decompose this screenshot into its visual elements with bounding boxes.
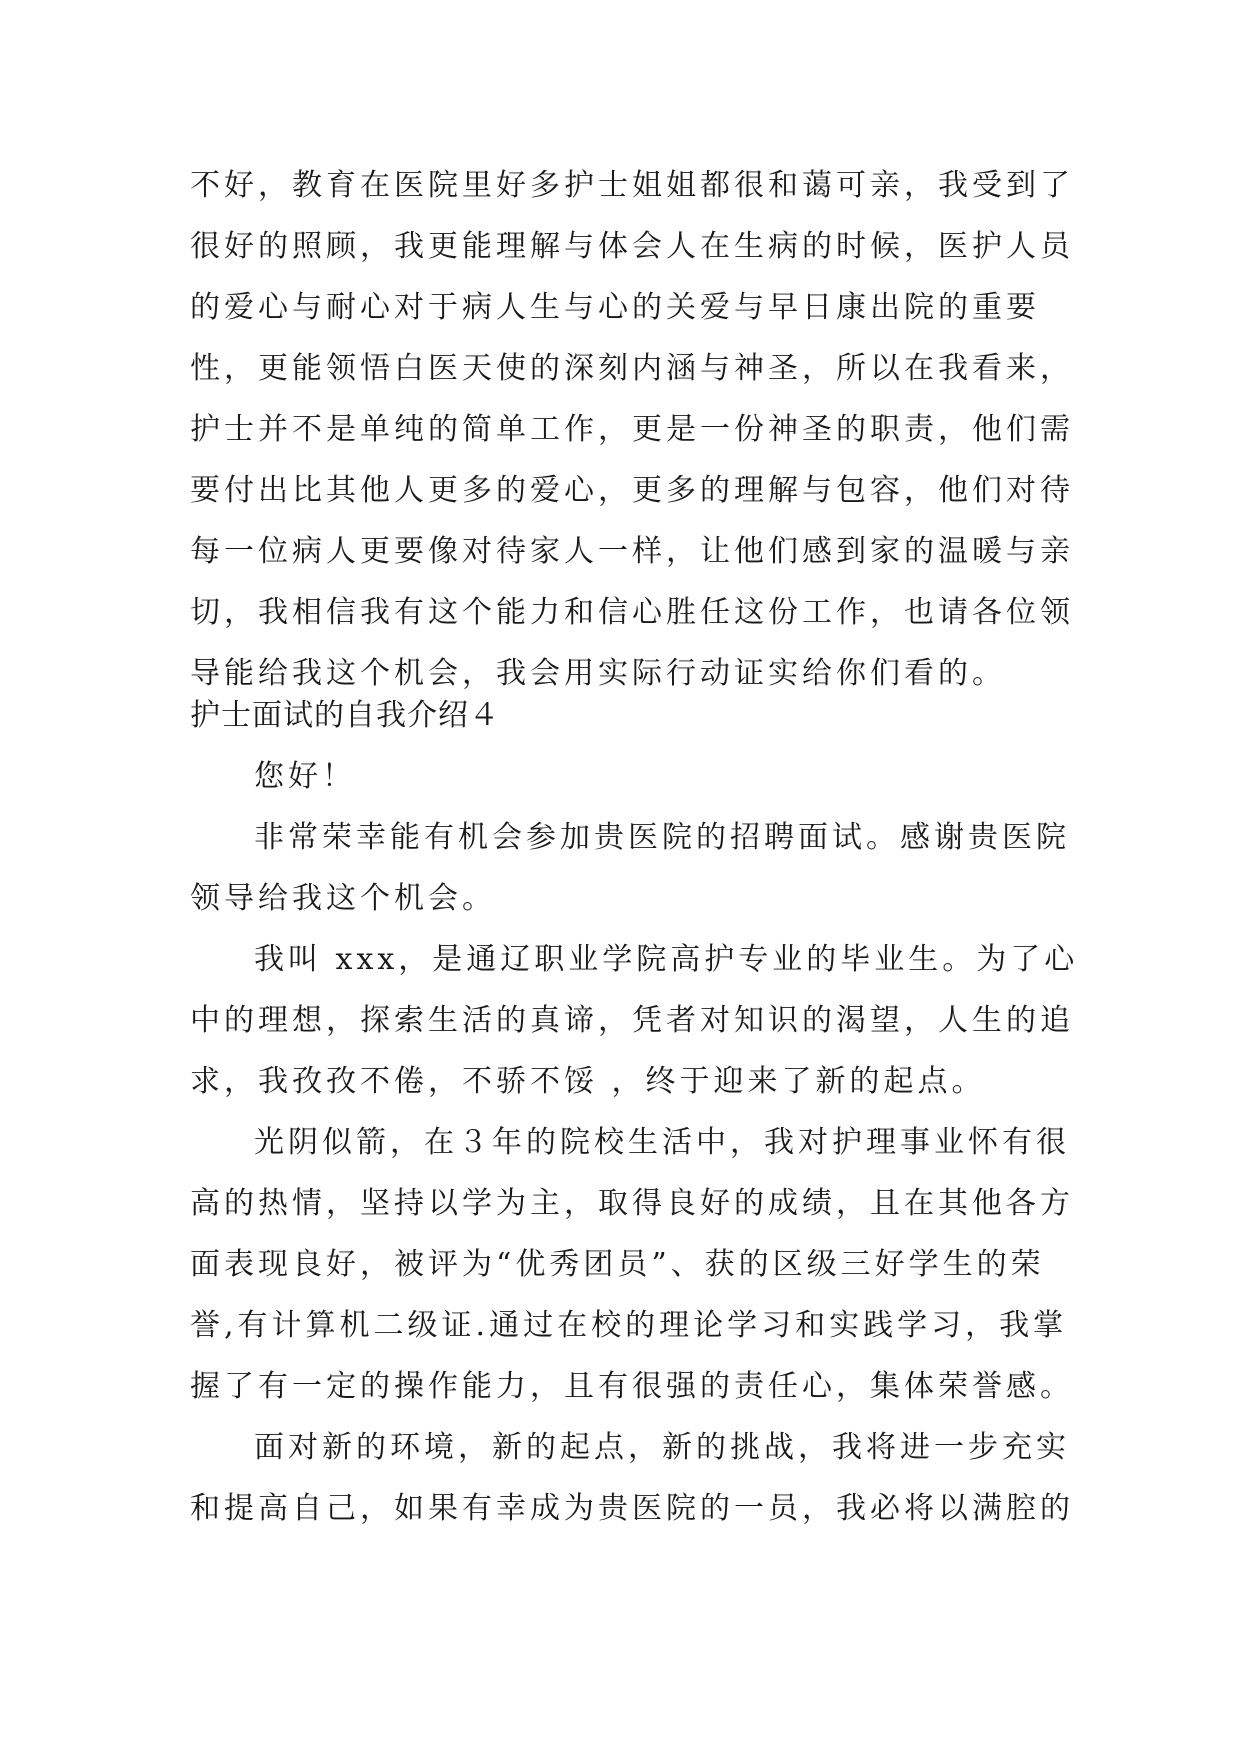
section-heading: 护士面试的自我介绍４ — [190, 698, 500, 733]
text-line: 中的理想，探索生活的真谛，凭者对知识的渴望，人生的追 — [190, 1003, 1074, 1038]
text-line: 求，我孜孜不倦，不骄不馁 ，终于迎来了新的起点。 — [190, 1064, 986, 1099]
text-line: 誉,有计算机二级证.通过在校的理论学习和实践学习，我掌 — [190, 1308, 1068, 1343]
text-line: 我叫 xxx，是通辽职业学院高护专业的毕业生。为了心 — [254, 942, 1079, 977]
text-line: 和提高自己，如果有幸成为贵医院的一员，我必将以满腔的 — [190, 1491, 1074, 1526]
text-line: 很好的照顾，我更能理解与体会人在生病的时候，医护人员 — [190, 229, 1074, 264]
text-line: 切，我相信我有这个能力和信心胜任这份工作，也请各位领 — [190, 595, 1074, 630]
text-line: 面对新的环境，新的起点，新的挑战，我将进一步充实 — [254, 1430, 1070, 1465]
text-line: 面表现良好，被评为“优秀团员”、获的区级三好学生的荣 — [190, 1247, 1045, 1282]
continuation-paragraph — [190, 155, 1090, 704]
text-line: 导能给我这个机会，我会用实际行动证实给你们看的。 — [190, 656, 1006, 691]
text-line: 高的热情，坚持以学为主，取得良好的成绩，且在其他各方 — [190, 1186, 1074, 1221]
text-line: 护士并不是单纯的简单工作，更是一份神圣的职责，他们需 — [190, 412, 1074, 447]
text-line: 握了有一定的操作能力，且有很强的责任心，集体荣誉感。 — [190, 1369, 1074, 1404]
text-line: 光阴似箭，在３年的院校生活中，我对护理事业怀有很 — [254, 1125, 1070, 1160]
text-line: 不好，教育在医院里好多护士姐姐都很和蔼可亲，我受到了 — [190, 168, 1074, 203]
greeting-line: 您好！ — [254, 759, 356, 794]
text-line: 要付出比其他人更多的爱心，更多的理解与包容，他们对待 — [190, 473, 1074, 508]
text-line: 非常荣幸能有机会参加贵医院的招聘面试。感谢贵医院 — [254, 820, 1070, 855]
text-line: 的爱心与耐心对于病人生与心的关爱与早日康出院的重要 — [190, 290, 1040, 325]
section-self-introduction-4 — [190, 685, 1090, 1539]
text-line: 性，更能领悟白医天使的深刻内涵与神圣，所以在我看来， — [190, 351, 1074, 386]
text-line: 领导给我这个机会。 — [190, 881, 496, 916]
text-line: 每一位病人更要像对待家人一样，让他们感到家的温暖与亲 — [190, 534, 1074, 569]
